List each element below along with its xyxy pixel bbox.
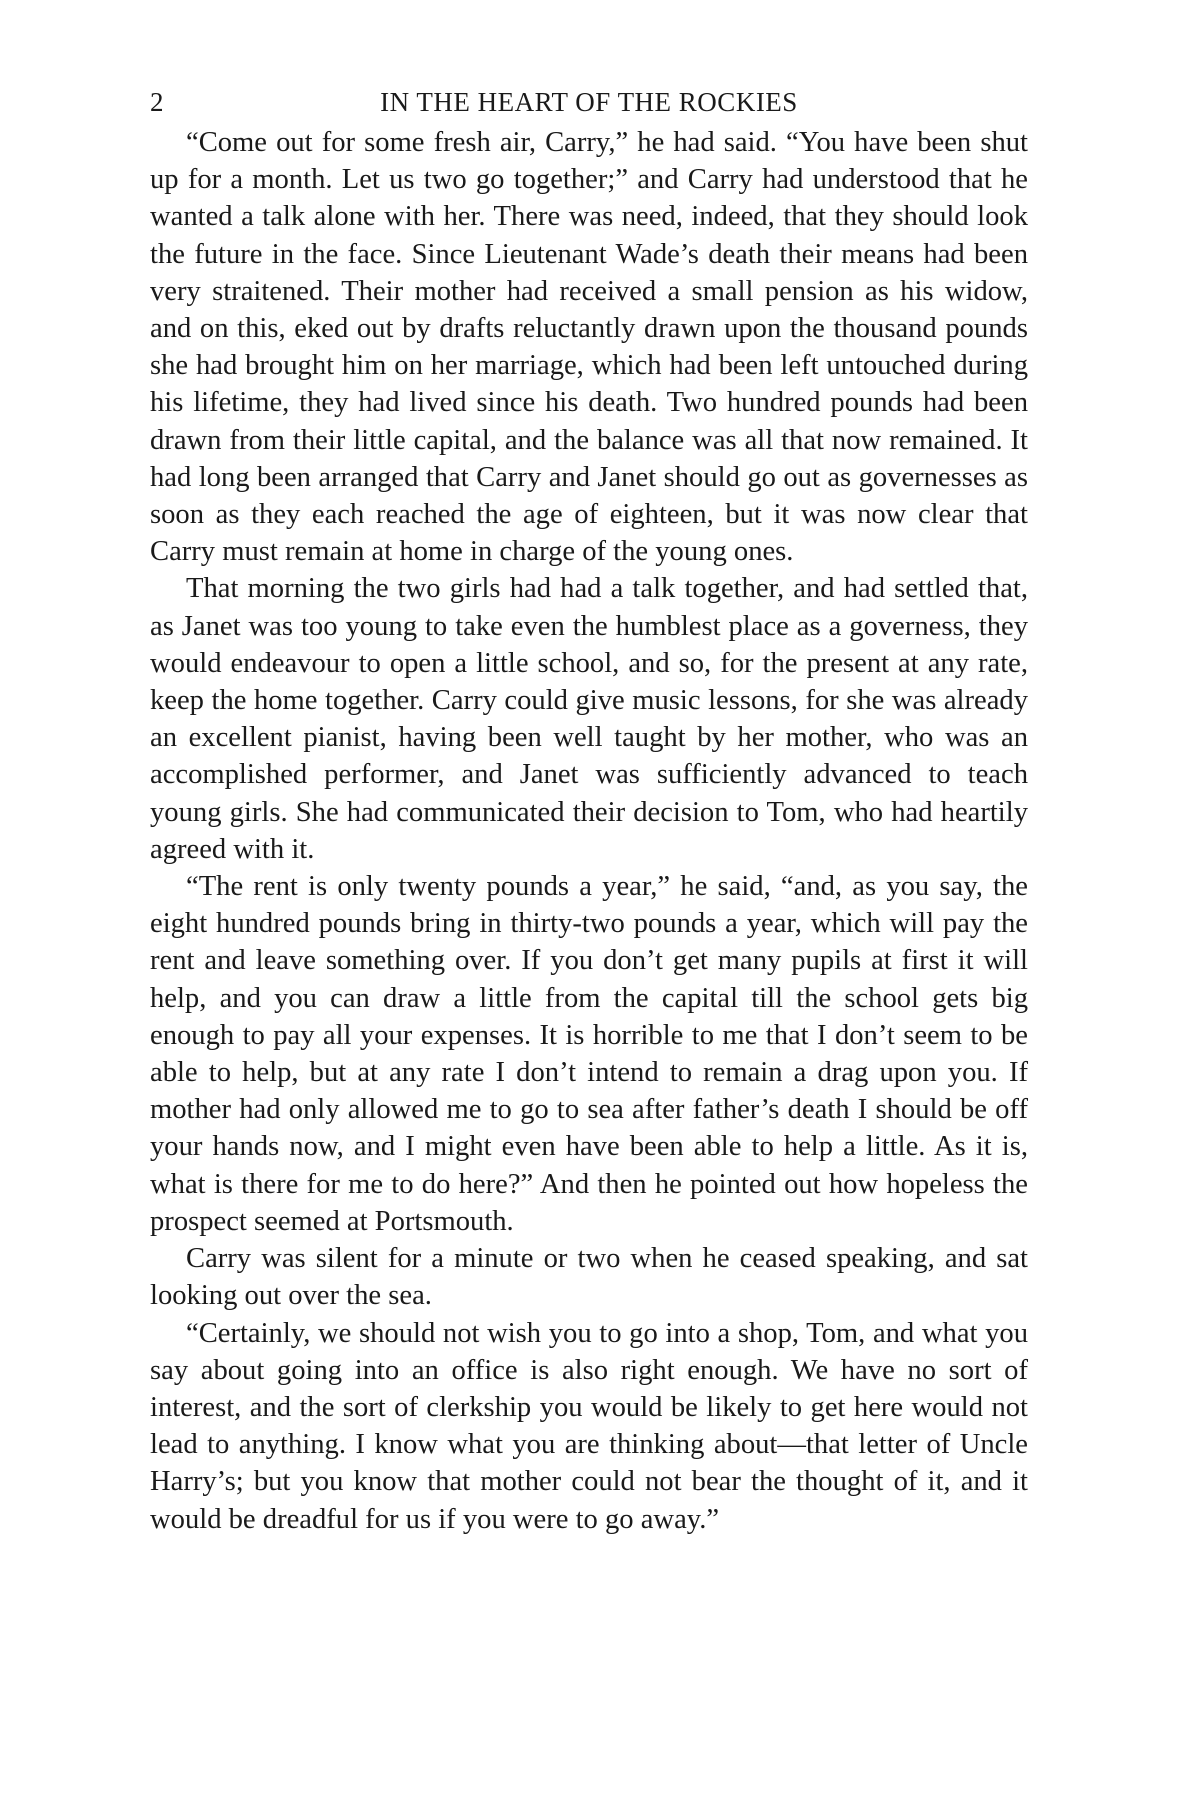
page-number: 2 [150, 87, 164, 117]
body-text [150, 124, 1028, 1538]
running-header [150, 82, 1028, 122]
paragraph: That morning the two girls had had a talk together, and had settled that, as Janet was too young to take even the humblest place as a governess, they would endeavour to open a little school, and so, for the present at any rate, keep the home together. Carry could give music lessons, for she was already an excellent pianist, having been well taught by her mother, who was an accomplished performer, and Janet was sufficiently advanced to teach young girls. She had communicated their decision to Tom, who had heartily agreed with it. [150, 573, 1028, 865]
paragraph: “Certainly, we should not wish you to go into a shop, Tom, and what you say about going into an office is also right enough. We have no sort of interest, and the sort of clerkship you would be likely to get here would not lead to anything. I know what you are thinking about—that letter of Uncle Harry’s; but you know that mother could not bear the thought of it, and it would be dreadful for us if you were to go away.” [150, 1317, 1028, 1535]
paragraph: Carry was silent for a minute or two when he ceased speaking, and sat looking out over the sea. [150, 1243, 1028, 1312]
paragraph: “Come out for some fresh air, Carry,” he had said. “You have been shut up for a month. Let us two go together;” and Carry had understood that he wanted a talk alone with her. There was need, indeed, that they should look the future in the face. Since Lieutenant Wade’s death their means had been very straitened. Their mother had received a small pension as his widow, and on this, eked out by drafts reluctantly drawn upon the thousand pounds she had brought him on her marriage, which had been left untouched during his lifetime, they had lived since his death. Two hundred pounds had been drawn from their little capital, and the balance was all that now remained. It had long been arranged that Carry and Janet should go out as governesses as soon as they each reached the age of eighteen, but it was now clear that Carry must remain at home in charge of the young ones. [150, 127, 1028, 568]
running-title: IN THE HEART OF THE ROCKIES [380, 87, 798, 117]
book-page [150, 82, 1028, 1538]
paragraph: “The rent is only twenty pounds a year,” he said, “and, as you say, the eight hundred pounds bring in thirty-two pounds a year, which will pay the rent and leave something over. If you don’t get many pupils at first it will help, and you can draw a little from the capital till the school gets big enough to pay all your expenses. It is horrible to me that I don’t seem to be able to help, but at any rate I don’t intend to remain a drag upon you. If mother had only allowed me to go to sea after father’s death I should be off your hands now, and I might even have been able to help a little. As it is, what is there for me to do here?” And then he pointed out how hopeless the prospect seemed at Portsmouth. [150, 871, 1028, 1237]
